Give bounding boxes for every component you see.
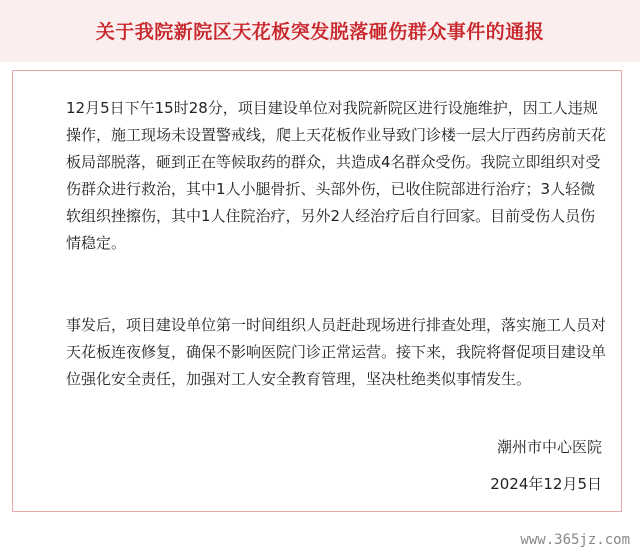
signature-organization: 潮州市中心医院: [496, 438, 602, 456]
signature-date: 2024年12月5日: [490, 475, 602, 493]
title-banner: [0, 0, 640, 62]
notice-paragraph-1: 12月5日下午15时28分，项目建设单位对我院新院区进行设施维护，因工人违规操作，施工现场未设置警戒线，爬上天花板作业导致门诊楼一层大厅西药房前天花板局部脱落，砸到正在等候取药的群众，共造成4名群众受伤。我院立即组织对受伤群众进行救治，其中1人小腿骨折、头部外伤，已收住院部进行治疗；3人轻微软组织挫擦伤，其中1人住院治疗，另外2人经治疗后自行回家。目前受伤人员伤情稳定。: [66, 99, 607, 252]
site-watermark: www.365jz.com: [520, 532, 630, 548]
notice-title: 关于我院新院区天花板突发脱落砸伤群众事件的通报: [95, 21, 545, 43]
notice-paragraph-2: 事发后，项目建设单位第一时间组织人员赶赴现场进行排查处理，落实施工人员对天花板连夜修复，确保不影响医院门诊正常运营。接下来，我院将督促项目建设单位强化安全责任，加强对工人安全教育管理，坚决杜绝类似事情发生。: [66, 316, 607, 388]
